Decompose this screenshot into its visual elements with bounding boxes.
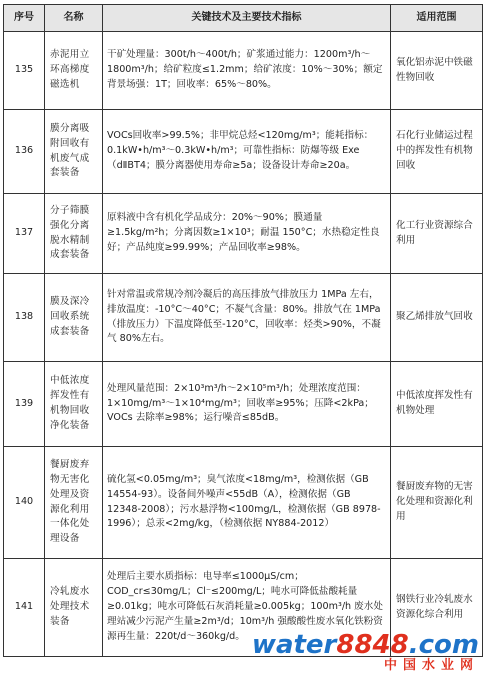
- row-name: 中低浓度挥发性有机物回收净化装备: [45, 362, 103, 447]
- row-scope: 中低浓度挥发性有机物处理: [391, 362, 483, 447]
- row-tech: 针对常温或常规冷剂冷凝后的高压排放气排放压力 1MPa 左右，排放温度：-10°C～40°C；不凝气含量：80%。排放气在 1MPa（排放压力）下温度降低至-120°C，回收率：烃类>90%，不凝气 80%左右。: [103, 274, 391, 362]
- watermark-brand-blue: water: [251, 630, 337, 660]
- table-row: [4, 194, 483, 274]
- row-scope: 聚乙烯排放气回收: [391, 274, 483, 362]
- watermark-brand-suffix: .com: [408, 630, 479, 660]
- tech-table: [3, 4, 483, 657]
- table-row: [4, 447, 483, 559]
- row-tech: 处理后主要水质指标：电导率≤1000μS/cm；COD_cr≤30mg/L；Cl⁻≤200mg/L；吨水可降低盐酸耗量≥0.01kg；吨水可降低石灰消耗量≥0.005kg；100m³/h 废水处理站减少污泥产生量≥2m³/d；10m³/h 强酸酸性废水氧化铁粉资源再生量：220t/d～360kg/d。: [103, 559, 391, 657]
- header-name: 名称: [45, 5, 103, 32]
- watermark-logo: [252, 632, 479, 672]
- row-num: 137: [4, 194, 45, 274]
- row-scope: 化工行业资源综合利用: [391, 194, 483, 274]
- row-tech: 干矿处理量：300t/h～400t/h；矿浆通过能力：1200m³/h～1800m³/h；给矿粒度≤1.2mm；给矿浓度：10%～30%；额定背景场强：1T；回收率：65%～80%。: [103, 32, 391, 110]
- row-scope: 氧化铝赤泥中铁磁性物回收: [391, 32, 483, 110]
- row-name: 膜及深冷回收系统成套装备: [45, 274, 103, 362]
- table-row: [4, 32, 483, 110]
- row-num: 138: [4, 274, 45, 362]
- table-row: [4, 110, 483, 194]
- header-scope: 适用范围: [391, 5, 483, 32]
- row-num: 140: [4, 447, 45, 559]
- row-name: 冷轧废水处理技术装备: [45, 559, 103, 657]
- header-num: 序号: [4, 5, 45, 32]
- watermark-brand-red: 8848: [336, 630, 409, 660]
- row-name: 分子筛膜强化分离脱水精制成套装备: [45, 194, 103, 274]
- row-tech: VOCs回收率>99.5%；非甲烷总烃<120mg/m³；能耗指标：0.1kW•h/m³～0.3kW•h/m³；可靠性指标：防爆等级 Exe（dⅡBT4；膜分离器使用寿命≥5a；设备设计寿命≥20a。: [103, 110, 391, 194]
- row-name: 赤泥用立环高梯度磁选机: [45, 32, 103, 110]
- table-row: [4, 274, 483, 362]
- row-name: 餐厨废弃物无害化处理及资源化利用一体化处理设备: [45, 447, 103, 559]
- row-tech: 处理风量范围：2×10³m³/h～2×10⁵m³/h；处理浓度范围：1×10mg/m³～1×10⁴mg/m³；回收率≥95%；压降<2kPa；VOCs 去除率≥98%；运行噪音≤85dB。: [103, 362, 391, 447]
- table-header-row: [4, 5, 483, 32]
- row-num: 136: [4, 110, 45, 194]
- row-name: 膜分离吸附回收有机废气成套装备: [45, 110, 103, 194]
- header-tech: 关键技术及主要技术指标: [103, 5, 391, 32]
- row-tech: 原料液中含有机化学品成分：20%～90%；膜通量≥1.5kg/m²h；分离因数≥1×10³；耐温 150°C；水热稳定性良好；产品纯度≥99.99%；产品回收率≥98%。: [103, 194, 391, 274]
- row-tech: 硫化氢<0.05mg/m³；臭气浓度<18mg/m³，检测依据（GB 14554-93）。设备间外噪声<55dB（A），检测依据（GB 12348-2008）；污水悬浮物<100mg/L，检测依据（GB 8978-1996）；总汞<2mg/kg，（检测依据 NY884-2012）: [103, 447, 391, 559]
- watermark-cn: 中国水业网: [383, 658, 479, 673]
- table-row: [4, 362, 483, 447]
- row-scope: 餐厨废弃物的无害化处理和资源化利用: [391, 447, 483, 559]
- row-num: 141: [4, 559, 45, 657]
- row-num: 139: [4, 362, 45, 447]
- watermark-brand: [252, 632, 479, 658]
- row-scope: 钢铁行业冷轧废水资源化综合利用: [391, 559, 483, 657]
- row-scope: 石化行业储运过程中的挥发性有机物回收: [391, 110, 483, 194]
- row-num: 135: [4, 32, 45, 110]
